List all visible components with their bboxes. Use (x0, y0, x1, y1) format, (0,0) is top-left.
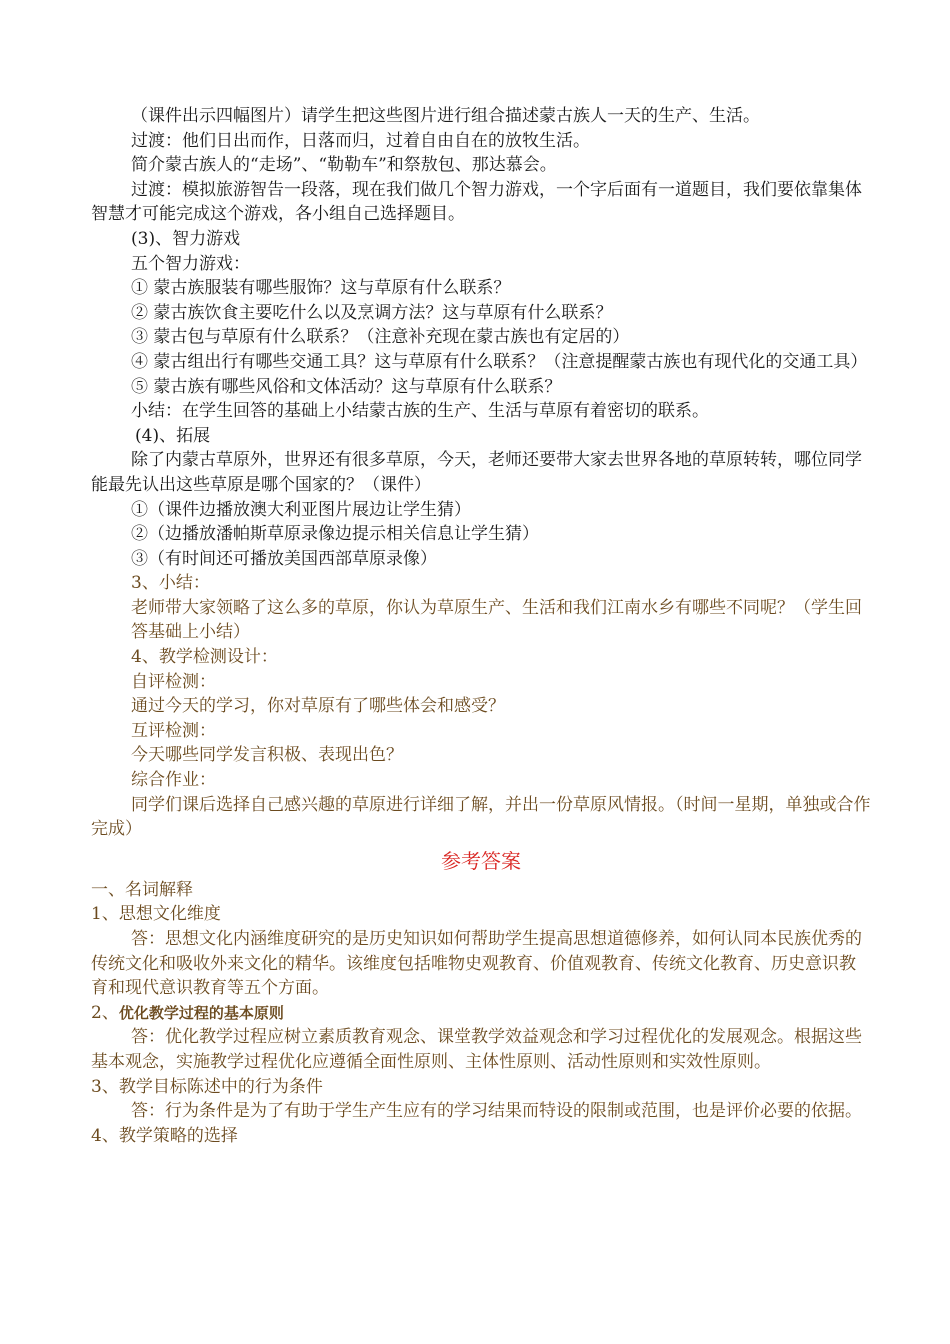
document-page (91, 104, 871, 1148)
answers-title: 参考答案 (441, 848, 521, 873)
subheading: 互评检测： (131, 720, 216, 741)
question-heading (91, 1001, 871, 1026)
answers-section-heading: 一、名词解释 (91, 879, 193, 900)
paragraph: 小结：在学生回答的基础上小结蒙古族的生产、生活与草原有着密切的联系。 (131, 401, 709, 422)
list-item: ③（有时间还可播放美国西部草原录像） (131, 548, 437, 569)
answer-paragraph: 答：行为条件是为了有助于学生产生应有的学习结果而特设的限制或范围，也是评价必要的依据。 (131, 1101, 862, 1122)
list-item: ② 蒙古族饮食主要吃什么以及烹调方法？这与草原有什么联系？ (131, 302, 613, 323)
list-item: ⑤ 蒙古族有哪些风俗和文体活动？这与草原有什么联系？ (131, 376, 562, 397)
paragraph: 简介蒙古族人的“走场”、“勒勒车”和祭敖包、那达慕会。 (131, 155, 557, 176)
subheading: 自评检测： (131, 671, 216, 692)
answer-paragraph: 答：优化教学过程应树立素质教育观念、课堂教学效益观念和学习过程优化的发展观念。根据这些基本观念，实施教学过程优化应遵循全面性原则、主体性原则、活动性原则和实效性原则。 (91, 1027, 862, 1072)
section-heading: (4)、拓展 (135, 425, 211, 446)
list-item: ③ 蒙古包与草原有什么联系？（注意补充现在蒙古族也有定居的） (131, 327, 630, 348)
question-number: 2、 (91, 1002, 119, 1023)
answer-paragraph: 答：思想文化内涵维度研究的是历史知识如何帮助学生提高思想道德修养，如何认同本民族优秀的传统文化和吸收外来文化的精华。该维度包括唯物史观教育、价值观教育、传统文化教育、历史意识教育和现代意识教育等五个方面。 (91, 929, 862, 999)
paragraph: 过渡：模拟旅游智告一段落，现在我们做几个智力游戏，一个字后面有一道题目，我们要依靠集体智慧才可能完成这个游戏，各小组自己选择题目。 (91, 179, 862, 225)
list-item: ②（边播放潘帕斯草原录像边提示相关信息让学生猜） (131, 524, 539, 545)
paragraph: 五个智力游戏： (131, 253, 250, 274)
paragraph: 通过今天的学习，你对草原有了哪些体会和感受？ (131, 696, 505, 717)
paragraph: 除了内蒙古草原外，世界还有很多草原，今天，老师还要带大家去世界各地的草原转转，哪位同学能最先认出这些草原是哪个国家的？（课件） (91, 450, 862, 495)
list-item: ① 蒙古族服装有哪些服饰？这与草原有什么联系？ (131, 278, 511, 299)
paragraph: 过渡：他们日出而作，日落而归，过着自由自在的放牧生活。 (131, 130, 590, 151)
paragraph: 老师带大家领略了这么多的草原，你认为草原生产、生活和我们江南水乡有哪些不同呢？（学生回答基础上小结） (131, 597, 862, 643)
question-heading: 4、教学策略的选择 (91, 1125, 238, 1146)
section-heading: (3)、智力游戏 (131, 228, 241, 249)
subheading: 综合作业： (131, 770, 216, 791)
paragraph: （课件出示四幅图片）请学生把这些图片进行组合描述蒙古族人一天的生产、生活。 (131, 106, 760, 126)
paragraph: 今天哪些同学发言积极、表现出色？ (131, 745, 403, 766)
section-heading: 4、教学检测设计： (131, 647, 278, 668)
question-title: 优化教学过程的基本原则 (118, 1003, 284, 1022)
paragraph: 同学们课后选择自己感兴趣的草原进行详细了解，并出一份草原风情报。（时间一星期，单独或合作完成） (91, 794, 871, 840)
list-item: ①（课件边播放澳大利亚图片展边让学生猜） (131, 499, 471, 520)
section-heading: 3、小结： (131, 573, 210, 594)
question-heading: 3、教学目标陈述中的行为条件 (91, 1076, 323, 1097)
list-item: ④ 蒙古组出行有哪些交通工具？这与草原有什么联系？（注意提醒蒙古族也有现代化的交通工具） (131, 351, 868, 372)
question-heading: 1、思想文化维度 (91, 904, 221, 925)
